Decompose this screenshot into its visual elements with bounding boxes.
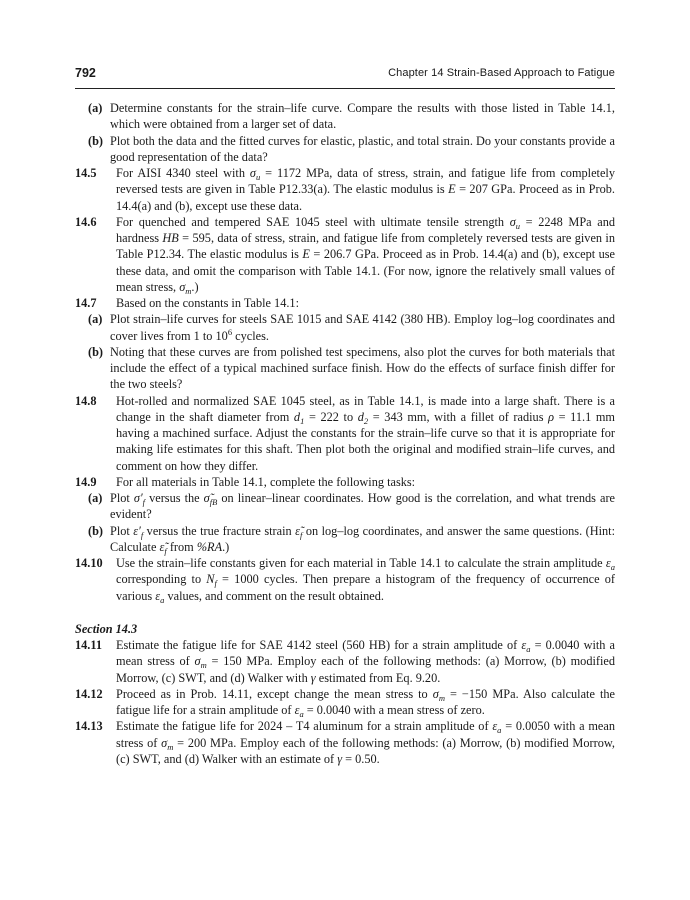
problem-14-11: 14.11 Estimate the fatigue life for SAE 4142 steel (560 HB) for a strain amplitude of $\varepsilon_a = 0.0040$ with a mean stress of $\sigma_m = 150$ MPa. Employ each of the following methods: (a) Morrow, (b) modified Morrow, (c) SWT, and (d) Walker with γ estimated from Eq. 9.20.: [75, 638, 616, 685]
section-heading: Section 14.3: [75, 621, 138, 636]
problem-number: 14.6: [75, 214, 97, 229]
problem-14-10: 14.10 Use the strain–life constants given for each material in Table 14.1 to calculate the strain amplitude $\varepsilon_a$ corresponding to $N_f = 1000$ cycles. Then prepare a histogram of the frequency of occurrence of various $\varepsilon_a$ values, and comment on the result obtained.: [75, 556, 616, 605]
problem-number: 14.9: [75, 474, 97, 489]
problem-14-8: 14.8 Hot-rolled and normalized SAE 1045 steel, as in Table 14.1, is made into a large shaft. There is a change in the shaft diameter from $d_1 = 222$ to $d_2 = 343$ mm, with a fillet of radius ρ = 11.1 mm having a machined surface. Adjust the constants for the strain–life curve so that it is appropriate for making life estimates for this shaft. Then plot both the original and modified strain–life curves, and comment on how they differ.: [75, 393, 615, 473]
problem-14-13: 14.13 Estimate the fatigue life for 2024 – T4 aluminum for a strain amplitude of $\varepsilon_a = 0.0050$ with a mean stress of $\sigma_m = 200$ MPa. Employ each of the following methods: (a) Morrow, (b) modified Morrow, (c) SWT, and (d) Walker with an estimate of γ = 0.50.: [75, 719, 615, 766]
problem-14-4-part-a: (a) Determine constants for the strain–life curve. Compare the results with those listed in Table 14.1, which were obtained from a larger set of data.: [88, 101, 615, 132]
running-head: [75, 66, 615, 89]
problem-number: 14.5: [75, 166, 97, 180]
problem-number: 14.8: [75, 393, 97, 408]
problem-14-6: 14.6 For quenched and tempered SAE 1045 steel with ultimate tensile strength $\sigma_u = 2248$ MPa and hardness HB = 595, data of stress, strain, and fatigue life from completely reversed tests are given in Table P12.34. The elastic modulus is E = 206.7 GPa. Proceed as in Prob. 14.4(a) and (b), except use these data, and omit the comparison with Table 14.1. (For now, ignore the relatively small values of mean stress, $\sigma_m$.): [75, 214, 616, 296]
problem-14-7-part-b: (b) Noting that these curves are from polished test specimens, also plot the curves for both materials that include the effect of a typical machined surface finish. How do the effects of surface finish differ for the two steels?: [88, 344, 615, 392]
page-number: 792: [75, 66, 96, 80]
problem-number: 14.10: [75, 556, 103, 570]
problem-14-4-part-b: (b) Plot both the data and the fitted curves for elastic, plastic, and total strain. Do your constants provide a good representation of the data?: [88, 133, 615, 164]
problem-number: 14.11: [75, 638, 102, 652]
problem-14-9-part-a: (a) Plot $\sigma'_f$ versus the $\sigmã_{fB}$ on linear–linear coordinates. How good is the correlation, and what trends are evident?: [88, 491, 616, 522]
chapter-title: Chapter 14 Strain-Based Approach to Fatigue: [388, 67, 615, 79]
problem-number: 14.7: [75, 296, 97, 310]
problem-14-9-part-b: (b) Plot $\varepsilon'_f$ versus the true fracture strain $\varepsiloñ_f$ on log–log coordinates, and answer the same questions. (Hint: Calculate $\varepsiloñ_f$ from %RA.): [88, 523, 615, 556]
problem-14-7: 14.7 Based on the constants in Table 14.1:: [75, 296, 299, 310]
problem-14-5: 14.5 For AISI 4340 steel with $\sigma_u = 1172$ MPa, data of stress, strain, and fatigue life from completely reversed tests are given in Table P12.33(a). The elastic modulus is E = 207 GPa. Proceed as in Prob. 14.4(a) and (b), except use these data.: [75, 166, 615, 213]
problem-14-12: 14.12 Proceed as in Prob. 14.11, except change the mean stress to $\sigma_m = -150$ MPa. Also calculate the fatigue life for a strain amplitude of $\varepsilon_a = 0.0040$ with a mean stress of zero.: [75, 686, 615, 719]
problem-14-7-part-a: (a) Plot strain–life curves for steels SAE 1015 and SAE 4142 (380 HB). Employ log–log coordinates and cover lives from 1 to $10^6$ cycles.: [88, 312, 615, 343]
problem-14-9: 14.9 For all materials in Table 14.1, complete the following tasks:: [75, 474, 416, 489]
problem-list: [75, 100, 615, 767]
problem-number: 14.13: [75, 719, 103, 734]
problem-number: 14.12: [75, 686, 103, 701]
